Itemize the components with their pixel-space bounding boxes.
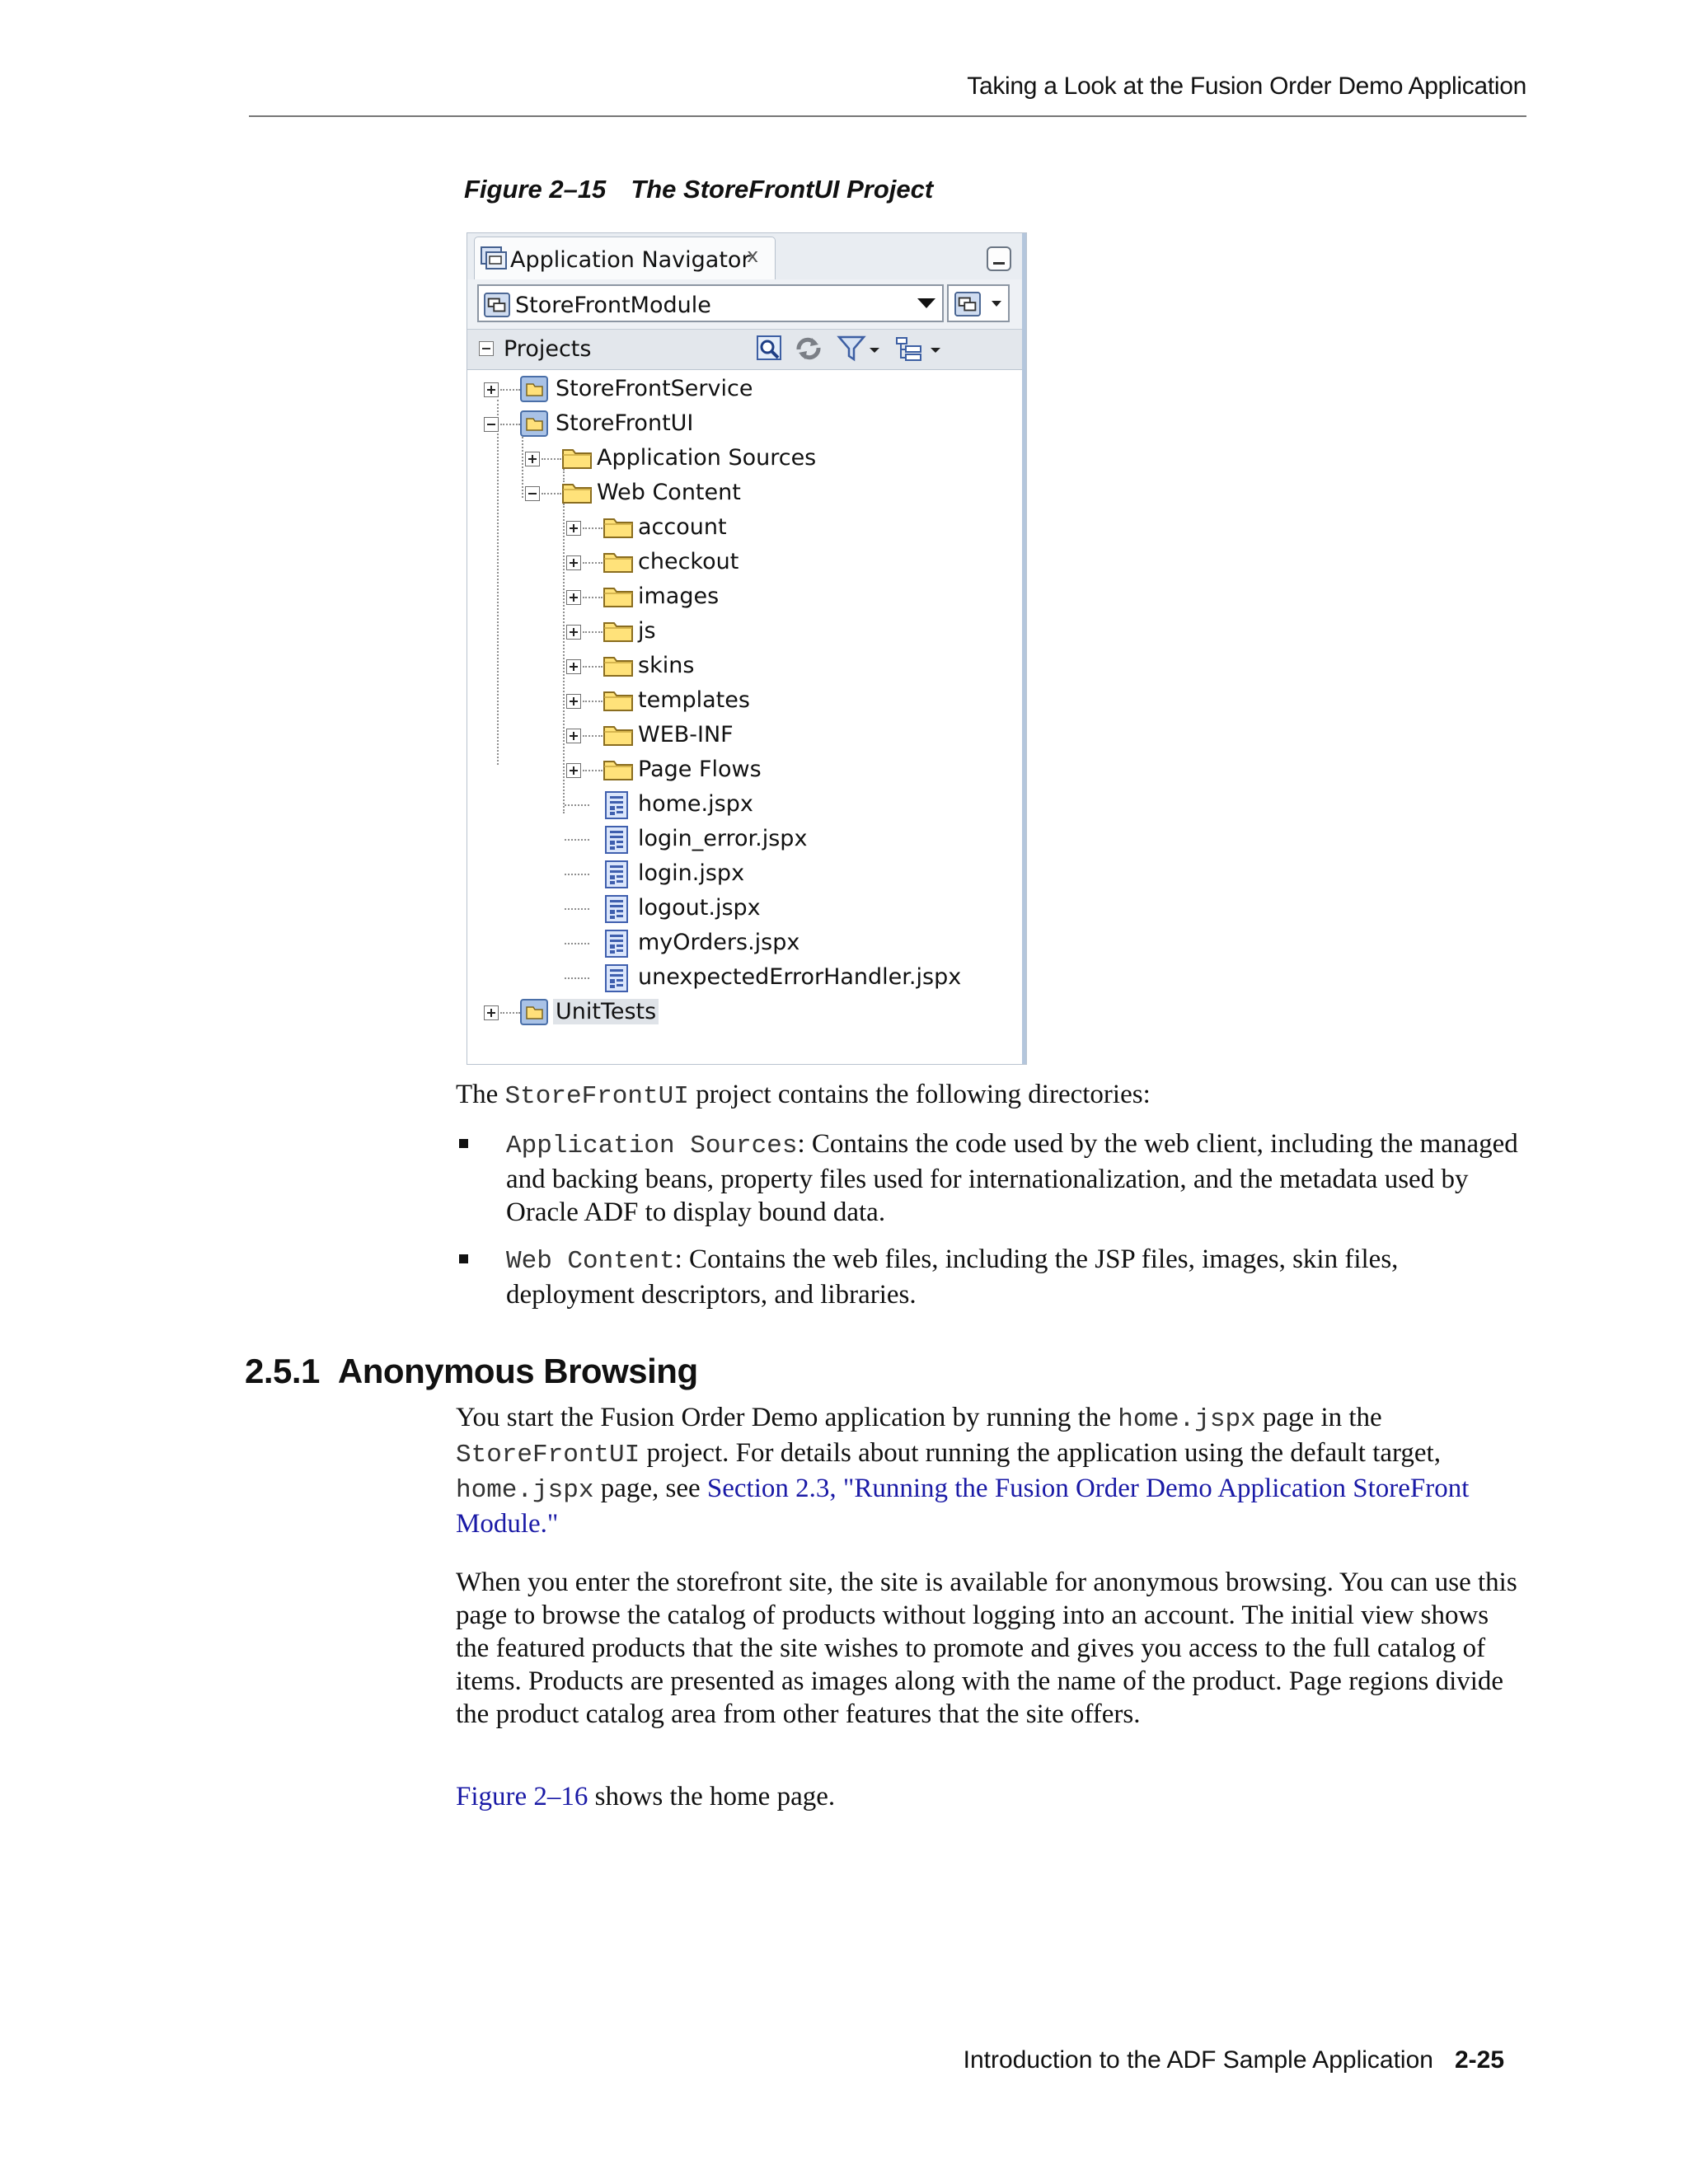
text-run: : Contains the web files, including the JSP files, images, skin files, deployment descriptors, and libraries.: [506, 1244, 1399, 1310]
tree-item-label: login.jspx: [638, 860, 745, 886]
tree-item-label: login_error.jspx: [638, 826, 808, 851]
application-icon: [484, 293, 510, 317]
folder-icon: [603, 583, 634, 608]
tree-item-file[interactable]: [467, 960, 1026, 995]
projects-bar: [467, 330, 1026, 370]
folder-icon: [561, 480, 593, 504]
tree-item-folder[interactable]: [467, 683, 1026, 718]
code-term: StoreFrontUI: [456, 1441, 640, 1469]
folder-icon: [603, 653, 634, 677]
text-run: shows the home page.: [588, 1782, 836, 1811]
bullet-marker: [459, 1139, 468, 1148]
module-selector-dropdown[interactable]: [477, 284, 944, 322]
jspx-page-icon: [604, 930, 629, 958]
tree-item-label: logout.jspx: [638, 895, 761, 921]
application-navigator-icon: [480, 246, 509, 272]
expand-icon[interactable]: [484, 382, 499, 397]
tree-item-label: StoreFrontService: [556, 376, 753, 401]
tree-item-application-sources[interactable]: [467, 441, 1026, 476]
tree-item-folder[interactable]: [467, 579, 1026, 614]
expand-icon[interactable]: [566, 625, 581, 640]
tree-item-folder[interactable]: [467, 545, 1026, 579]
text-run: You start the Fusion Order Demo application by running the: [456, 1403, 1118, 1432]
collapse-icon[interactable]: [479, 341, 494, 356]
code-term: Web Content: [506, 1247, 675, 1276]
tree-item-label: checkout: [638, 549, 739, 574]
collapse-icon[interactable]: [484, 417, 499, 432]
tree-item-label: StoreFrontUI: [556, 410, 694, 436]
paragraph-2: When you enter the storefront site, the site is available for anonymous browsing. You can use this page to browse the catalog of products without logging into an account. The initial view shows the featured products that the site wishes to promote and gives you access to the full catalog of items. Products are presented as images along with the name of the product. Page regions divide the product catalog area from other features that the site offers.: [456, 1568, 1517, 1729]
section-heading: [245, 1352, 698, 1391]
application-navigator-panel: [467, 232, 1027, 1065]
text-run: The: [456, 1080, 505, 1109]
tree-item-storefrontui[interactable]: [467, 406, 1026, 441]
project-icon: [520, 410, 548, 437]
tree-item-label: unexpectedErrorHandler.jspx: [638, 964, 962, 990]
tab-application-navigator[interactable]: [474, 237, 776, 279]
tree-item-label: Page Flows: [638, 757, 762, 782]
section-title: Anonymous Browsing: [337, 1352, 698, 1390]
chevron-down-icon: [992, 301, 1001, 307]
bullet-text: [506, 1243, 1520, 1311]
paragraph-3: [456, 1780, 1527, 1813]
tree-item-folder[interactable]: [467, 649, 1026, 683]
page-number: 2-25: [1454, 2046, 1504, 2074]
footer-title: Introduction to the ADF Sample Application: [963, 2046, 1433, 2074]
jspx-page-icon: [604, 791, 629, 819]
text-run: page, see: [593, 1474, 707, 1503]
tree-item-folder[interactable]: [467, 614, 1026, 649]
tree-item-web-content[interactable]: [467, 476, 1026, 510]
filter-icon[interactable]: [837, 335, 883, 363]
section-link[interactable]: Section 2.3, "Running the Fusion Order Demo Application StoreFront Module.": [456, 1474, 1470, 1539]
expand-icon[interactable]: [566, 521, 581, 536]
figure-number: Figure 2–15: [464, 175, 607, 204]
tab-label: Application Navigator: [510, 247, 751, 273]
tab-strip: [467, 233, 1026, 280]
tree-item-file[interactable]: [467, 856, 1026, 891]
bullet-marker: [459, 1254, 468, 1263]
expand-icon[interactable]: [566, 694, 581, 709]
code-term: StoreFrontUI: [504, 1082, 689, 1111]
code-term: home.jspx: [456, 1476, 594, 1505]
tree-item-label: home.jspx: [638, 791, 753, 817]
folder-icon: [603, 618, 634, 643]
running-header: Taking a Look at the Fusion Order Demo Application: [967, 73, 1526, 100]
intro-paragraph: [456, 1078, 1527, 1113]
tree-item-label: images: [638, 583, 720, 609]
text-run: project. For details about running the application using the default target,: [640, 1438, 1441, 1468]
tree-item-folder[interactable]: [467, 718, 1026, 752]
folder-icon: [603, 549, 634, 574]
paragraph-1: [456, 1401, 1527, 1540]
folder-icon: [603, 722, 634, 747]
folder-icon: [603, 757, 634, 781]
code-term: home.jspx: [1118, 1405, 1256, 1434]
figure-caption: [464, 175, 933, 204]
bullet-text: [506, 1127, 1520, 1229]
project-icon: [520, 999, 548, 1025]
jspx-page-icon: [604, 826, 629, 854]
expand-icon[interactable]: [566, 729, 581, 743]
page-footer: [742, 2046, 1504, 2074]
tree-item-storefrontservice[interactable]: [467, 372, 1026, 406]
figure-title: The StoreFrontUI Project: [631, 175, 934, 204]
text-run: project contains the following directories:: [688, 1080, 1151, 1109]
jspx-page-icon: [604, 895, 629, 923]
folder-icon: [603, 514, 634, 539]
tree-item-folder[interactable]: [467, 752, 1026, 787]
tree-item-label: myOrders.jspx: [638, 930, 800, 955]
application-menu-button[interactable]: [947, 284, 1010, 322]
expand-icon[interactable]: [566, 590, 581, 605]
tree-item-label: UnitTests: [553, 999, 659, 1024]
application-menu-icon: [954, 292, 982, 316]
figure-link[interactable]: Figure 2–16: [456, 1782, 588, 1811]
header-rule: [249, 115, 1526, 117]
search-icon[interactable]: [756, 335, 784, 363]
dropdown-arrow-icon: [917, 298, 935, 308]
selector-row: [467, 279, 1026, 330]
minimize-button[interactable]: [987, 246, 1011, 271]
tree-item-file[interactable]: [467, 787, 1026, 822]
module-selector-value: StoreFrontModule: [515, 293, 711, 318]
folder-icon: [561, 445, 593, 470]
tree-item-label: account: [638, 514, 727, 540]
text-run: page in the: [1255, 1403, 1382, 1432]
code-term: Application Sources: [506, 1132, 798, 1160]
projects-label: Projects: [504, 336, 592, 362]
tree-item-unittests[interactable]: [467, 995, 1026, 1029]
tree-options-icon[interactable]: [894, 335, 947, 363]
expand-icon[interactable]: [566, 659, 581, 674]
expand-icon[interactable]: [525, 452, 540, 466]
tree-item-label: js: [638, 618, 656, 644]
refresh-icon[interactable]: [794, 335, 823, 363]
tree-item-label: Application Sources: [597, 445, 817, 471]
section-number: 2.5.1: [245, 1352, 320, 1390]
tree-item-file[interactable]: [467, 926, 1026, 960]
folder-icon: [603, 687, 634, 712]
tree-item-label: Web Content: [597, 480, 741, 505]
jspx-page-icon: [604, 964, 629, 992]
tree-item-label: WEB-INF: [638, 722, 734, 748]
jspx-page-icon: [604, 860, 629, 888]
project-icon: [520, 376, 548, 402]
close-icon[interactable]: x: [747, 244, 759, 267]
tree-item-file[interactable]: [467, 891, 1026, 926]
tree-item-file[interactable]: [467, 822, 1026, 856]
tree-item-folder[interactable]: [467, 510, 1026, 545]
tree-item-label: templates: [638, 687, 750, 713]
collapse-icon[interactable]: [525, 486, 540, 501]
text-run: : Contains the code used by the web client, including the managed and backing beans, property files used for internationalization, and the metadata used by Oracle ADF to display bound data.: [506, 1129, 1518, 1227]
expand-icon[interactable]: [484, 1005, 499, 1020]
tree-item-label: skins: [638, 653, 695, 678]
expand-icon[interactable]: [566, 763, 581, 778]
expand-icon[interactable]: [566, 555, 581, 570]
